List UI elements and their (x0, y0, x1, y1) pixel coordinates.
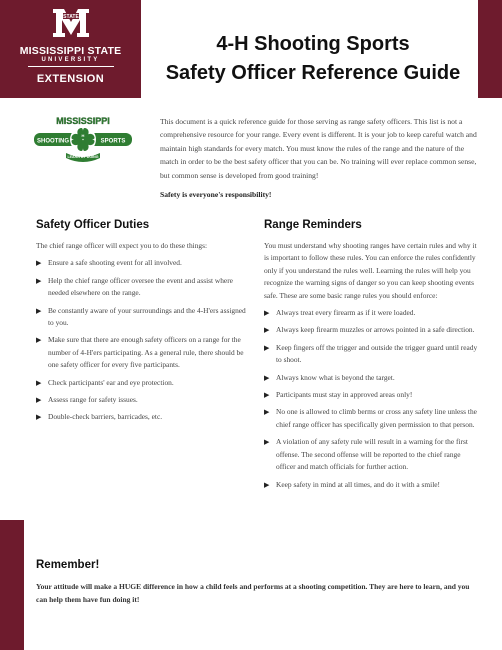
triangle-bullet-icon: ▶ (264, 309, 270, 318)
page-title-line1: 4-H Shooting Sports (216, 33, 410, 55)
list-item (36, 275, 248, 300)
reminders-heading: Range Reminders (264, 219, 362, 231)
logo-university-word: UNIVERSITY (41, 57, 100, 63)
triangle-bullet-icon: ▶ (36, 336, 42, 345)
list-item (36, 334, 248, 371)
list-item (264, 389, 480, 401)
list-item (36, 257, 248, 269)
duty-text: Ensure a safe shooting event for all involved. (48, 258, 182, 268)
badge-left-word: SHOOTING (36, 138, 70, 145)
intro-section (160, 115, 482, 201)
triangle-bullet-icon: ▶ (264, 408, 270, 417)
intro-emphasis: Safety is everyone's responsibility! (160, 190, 272, 200)
remember-text: Your attitude will make a HUGE difference in how a child feels and performs at a shooting competition. They are here to learn, and you can help them have fun doing it! (36, 582, 470, 604)
header-accent-band (478, 0, 502, 98)
reminder-text: Keep fingers off the trigger and outside the trigger guard until ready to shoot. (276, 342, 478, 365)
duties-column (36, 240, 248, 429)
duty-text: Assess range for safety issues. (48, 395, 138, 405)
list-item (264, 307, 480, 319)
list-item (264, 372, 480, 384)
reminder-text: Participants must stay in approved areas only! (276, 390, 413, 400)
reminders-lead: You must understand why shooting ranges have certain rules and why it is important to follow these rules. You can enforce the rules confidently only if you understand the rules well. Learning the rules will help you recognize the warning signs of danger so you can keep shooting events safe. These are some basic range rules you should enforce: (264, 241, 477, 300)
triangle-bullet-icon: ▶ (36, 276, 42, 285)
duties-heading: Safety Officer Duties (36, 219, 150, 231)
triangle-bullet-icon: ▶ (36, 413, 42, 422)
page-title-line2: Safety Officer Reference Guide (165, 62, 461, 84)
triangle-bullet-icon: ▶ (264, 480, 270, 489)
duties-lead: The chief range officer will expect you to do these things: (36, 241, 208, 250)
triangle-bullet-icon: ▶ (264, 326, 270, 335)
clover-letter: H (81, 133, 85, 138)
triangle-bullet-icon: ▶ (264, 373, 270, 382)
4h-shooting-sports-logo (32, 115, 134, 163)
reminder-text: No one is allowed to climb berms or cross any safety line unless the chief range officer has specifically given permission to that person. (276, 407, 477, 429)
reminders-list (264, 307, 480, 491)
triangle-bullet-icon: ▶ (264, 343, 270, 352)
four-leaf-clover-icon (70, 127, 96, 153)
list-item (264, 324, 480, 336)
list-item (264, 406, 480, 431)
msu-m-logo-icon (52, 8, 90, 38)
duty-text: Be constantly aware of your surroundings and the 4-H'ers assigned to you. (48, 305, 246, 328)
list-item (36, 377, 248, 389)
list-item (264, 436, 480, 473)
triangle-bullet-icon: ▶ (36, 378, 42, 387)
logo-extension-word: EXTENSION (36, 73, 105, 85)
list-item (36, 411, 248, 423)
logo-band (0, 0, 141, 98)
reminder-text: Always know what is beyond the target. (276, 372, 395, 382)
logo-university-name: MISSISSIPPI STATE (19, 45, 122, 57)
triangle-bullet-icon: ▶ (36, 396, 42, 405)
duty-text: Check participants' ear and eye protection. (48, 377, 174, 387)
reminder-text: A violation of any safety rule will result in a warning for the first offense. The second offense will be reported to the chief range officer and match officials for further action. (276, 437, 468, 472)
list-item (264, 342, 480, 367)
triangle-bullet-icon: ▶ (264, 438, 270, 447)
footer-accent-band (0, 520, 24, 650)
badge-state-word: MISSISSIPPI (56, 116, 110, 126)
logo-divider (28, 66, 114, 67)
duty-text: Make sure that there are enough safety officers on a range for the number of 4-H'ers participating. As a general rule, there should be one safety officer for every five participants. (48, 335, 244, 370)
duty-text: Help the chief range officer oversee the event and assist where needed elsewhere on the range. (48, 275, 233, 298)
list-item (264, 479, 480, 491)
triangle-bullet-icon: ▶ (36, 306, 42, 315)
triangle-bullet-icon: ▶ (36, 259, 42, 268)
reminder-text: Always treat every firearm as if it were loaded. (276, 308, 416, 318)
duties-list (36, 257, 248, 423)
reminders-column (264, 240, 480, 496)
remember-heading: Remember! (36, 559, 100, 571)
reminder-text: Always keep firearm muzzles or arrows pointed in a safe direction. (276, 325, 475, 335)
badge-motto: LEARN BY DOING (67, 155, 99, 159)
list-item (36, 394, 248, 406)
triangle-bullet-icon: ▶ (264, 391, 270, 400)
intro-paragraph: This document is a quick reference guide for those serving as range safety officers. This list is not a comprehensive resource for your range. Every event is different. It is your job to keep careful watch and maintain high standards for every match. You must know the rules of the range and the nature of the match in order to be the best safety officer that you can be. No training will ever replace common sense, but common sense is developed from good training! (160, 117, 477, 180)
logo-state-word: STATE (63, 14, 79, 20)
list-item (36, 305, 248, 330)
reminder-text: Keep safety in mind at all times, and do it with a smile! (276, 479, 440, 489)
badge-right-word: SPORTS (100, 138, 126, 145)
duty-text: Double-check barriers, barricades, etc. (48, 412, 163, 422)
